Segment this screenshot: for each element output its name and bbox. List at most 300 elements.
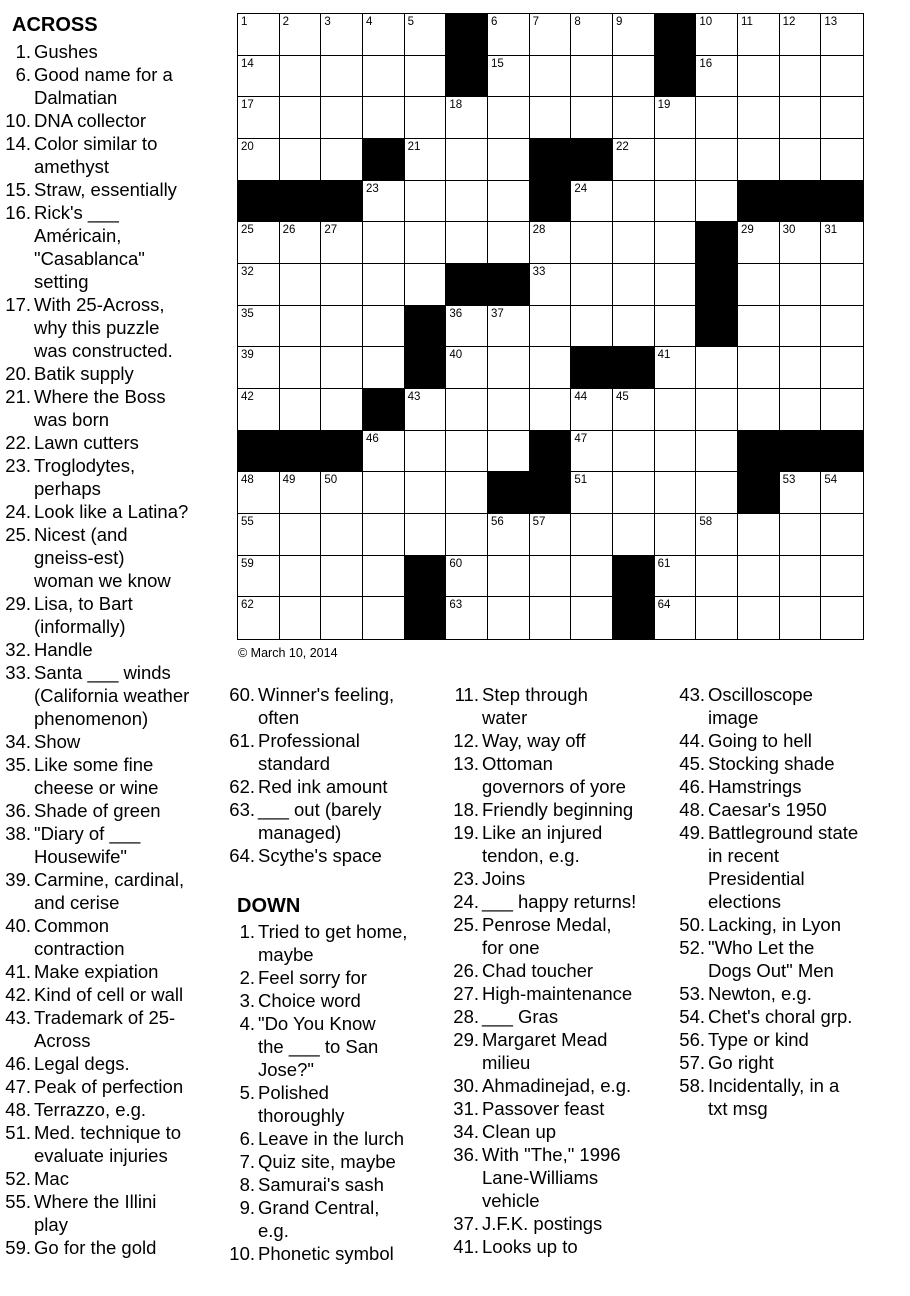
grid-cell[interactable] <box>821 222 863 264</box>
grid-cell[interactable] <box>655 222 697 264</box>
down-clue <box>674 775 910 798</box>
across-clue <box>0 132 232 178</box>
grid-cell[interactable] <box>738 222 780 264</box>
grid-cell[interactable] <box>696 431 738 473</box>
cell-number: 40 <box>449 349 463 362</box>
grid-cell[interactable] <box>696 347 738 389</box>
clue-text: contraction <box>34 938 125 959</box>
grid-cell[interactable] <box>738 97 780 139</box>
clue-number: 62. <box>229 776 255 797</box>
grid-cell[interactable] <box>321 56 363 98</box>
grid-cell[interactable] <box>280 222 322 264</box>
clue-number: 37. <box>453 1213 479 1234</box>
clue-text: Presidential <box>708 868 805 889</box>
grid-cell[interactable] <box>780 97 822 139</box>
down-clue <box>674 982 910 1005</box>
clue-number: 49. <box>679 822 705 843</box>
clue-text: image <box>708 707 759 728</box>
grid-cell[interactable] <box>488 347 530 389</box>
grid-cell[interactable] <box>738 514 780 556</box>
grid-cell[interactable] <box>613 472 655 514</box>
grid-cell[interactable] <box>280 264 322 306</box>
grid-cell[interactable] <box>280 97 322 139</box>
clue-text: Grand Central, <box>258 1197 380 1218</box>
grid-cell[interactable] <box>488 139 530 181</box>
clue-text: Like an injured <box>482 822 603 843</box>
grid-cell[interactable] <box>238 139 280 181</box>
grid-cell[interactable] <box>530 347 572 389</box>
across-clue <box>0 1121 232 1167</box>
grid-cell[interactable] <box>280 514 322 556</box>
grid-cell[interactable] <box>488 597 530 639</box>
grid-cell[interactable] <box>655 514 697 556</box>
down-clue <box>448 1120 683 1143</box>
grid-cell[interactable] <box>530 556 572 598</box>
grid-cell[interactable] <box>738 56 780 98</box>
grid-cell[interactable] <box>446 306 488 348</box>
across-clue <box>0 40 232 63</box>
clue-text: Samurai's sash <box>258 1174 384 1195</box>
clue-number: 6. <box>239 1128 255 1149</box>
grid-cell[interactable] <box>696 97 738 139</box>
clue-text: Shade of green <box>34 800 161 821</box>
across-clue <box>0 868 232 914</box>
clue-text: Troglodytes, <box>34 455 136 476</box>
cell-number: 19 <box>657 99 671 112</box>
clue-number: 31. <box>453 1098 479 1119</box>
clue-text: standard <box>258 753 330 774</box>
grid-cell[interactable] <box>696 14 738 56</box>
clue-text: tendon, e.g. <box>482 845 580 866</box>
grid-cell[interactable] <box>571 472 613 514</box>
grid-cell[interactable] <box>238 597 280 639</box>
clue-text: play <box>34 1214 68 1235</box>
grid-cell[interactable] <box>613 97 655 139</box>
grid-cell[interactable] <box>780 597 822 639</box>
grid-cell[interactable] <box>780 389 822 431</box>
grid-cell[interactable] <box>321 222 363 264</box>
grid-cell[interactable] <box>405 56 447 98</box>
grid-cell[interactable] <box>363 56 405 98</box>
grid-cell[interactable] <box>613 56 655 98</box>
grid-cell[interactable] <box>363 556 405 598</box>
clue-number: 41. <box>5 961 31 982</box>
grid-cell[interactable] <box>238 222 280 264</box>
grid-cell[interactable] <box>321 97 363 139</box>
clue-text: Trademark of 25- <box>34 1007 176 1028</box>
grid-cell[interactable] <box>696 597 738 639</box>
grid-cell-black <box>488 472 530 514</box>
down-clue <box>224 1081 454 1127</box>
grid-cell[interactable] <box>821 347 863 389</box>
cell-number: 54 <box>824 474 838 487</box>
grid-cell-black <box>613 597 655 639</box>
grid-cell[interactable] <box>530 56 572 98</box>
cell-number: 56 <box>491 516 504 528</box>
grid-cell[interactable] <box>488 97 530 139</box>
grid-cell[interactable] <box>363 347 405 389</box>
grid-cell[interactable] <box>821 472 863 514</box>
grid-cell[interactable] <box>780 306 822 348</box>
clue-number: 12. <box>453 730 479 751</box>
grid-cell[interactable] <box>696 56 738 98</box>
grid-cell[interactable] <box>280 472 322 514</box>
grid-cell-black <box>280 431 322 473</box>
grid-cell[interactable] <box>530 97 572 139</box>
grid-cell[interactable] <box>488 222 530 264</box>
clue-text: Red ink amount <box>258 776 388 797</box>
grid-cell[interactable] <box>405 181 447 223</box>
grid-cell[interactable] <box>446 222 488 264</box>
cell-number: 29 <box>741 224 754 237</box>
clue-text: Type or kind <box>708 1029 809 1050</box>
cell-number: 17 <box>241 99 254 112</box>
clue-text: Lisa, to Bart <box>34 593 133 614</box>
grid-cell[interactable] <box>488 389 530 431</box>
clue-number: 44. <box>679 730 705 751</box>
grid-cell[interactable] <box>571 431 613 473</box>
grid-cell[interactable] <box>363 514 405 556</box>
clue-number: 9. <box>239 1197 255 1218</box>
clue-number: 29. <box>453 1029 479 1050</box>
cell-number: 42 <box>241 391 254 403</box>
grid-cell[interactable] <box>363 264 405 306</box>
grid-cell[interactable] <box>363 222 405 264</box>
across-clue <box>0 1075 232 1098</box>
grid-cell[interactable] <box>738 14 780 56</box>
grid-cell[interactable] <box>738 389 780 431</box>
grid-cell[interactable] <box>280 139 322 181</box>
clue-text: managed) <box>258 822 342 843</box>
grid-cell[interactable] <box>571 514 613 556</box>
down-clue <box>448 1143 683 1212</box>
cell-number: 48 <box>241 474 254 487</box>
grid-cell[interactable] <box>363 97 405 139</box>
grid-cell[interactable] <box>238 264 280 306</box>
grid-cell[interactable] <box>613 264 655 306</box>
grid-cell[interactable] <box>530 222 572 264</box>
down-clue <box>674 1074 910 1120</box>
grid-cell[interactable] <box>238 472 280 514</box>
grid-cell[interactable] <box>780 347 822 389</box>
grid-cell[interactable] <box>613 181 655 223</box>
grid-cell[interactable] <box>613 431 655 473</box>
clue-number: 22. <box>5 432 31 453</box>
grid-cell[interactable] <box>613 306 655 348</box>
grid-cell[interactable] <box>488 514 530 556</box>
clue-text: Peak of perfection <box>34 1076 184 1097</box>
grid-cell[interactable] <box>446 139 488 181</box>
clue-text: Carmine, cardinal, <box>34 869 185 890</box>
clue-text: Go right <box>708 1052 774 1073</box>
grid-cell[interactable] <box>780 222 822 264</box>
clue-text: Med. technique to <box>34 1122 182 1143</box>
across-clue <box>0 201 232 293</box>
clue-text: Leave in the lurch <box>258 1128 405 1149</box>
cell-number: 20 <box>241 141 254 153</box>
clue-text: the ___ to San <box>258 1036 379 1057</box>
clue-text: Passover feast <box>482 1098 605 1119</box>
grid-cell-black <box>446 264 488 306</box>
grid-cell[interactable] <box>780 139 822 181</box>
grid-cell[interactable] <box>738 306 780 348</box>
grid-cell[interactable] <box>530 264 572 306</box>
clue-number: 25. <box>5 524 31 545</box>
grid-cell[interactable] <box>363 14 405 56</box>
grid-cell[interactable] <box>363 306 405 348</box>
grid-cell[interactable] <box>613 14 655 56</box>
clue-number: 33. <box>5 662 31 683</box>
clue-number: 10. <box>5 110 31 131</box>
cell-number: 33 <box>532 266 546 278</box>
grid-cell[interactable] <box>571 56 613 98</box>
clue-number: 8. <box>239 1174 255 1195</box>
grid-cell[interactable] <box>488 56 530 98</box>
grid-cell[interactable] <box>655 306 697 348</box>
across-clue <box>0 730 232 753</box>
grid-cell[interactable] <box>655 431 697 473</box>
grid-cell[interactable] <box>655 264 697 306</box>
grid-cell[interactable] <box>780 472 822 514</box>
grid-cell[interactable] <box>280 597 322 639</box>
grid-cell[interactable] <box>405 264 447 306</box>
grid-cell[interactable] <box>571 389 613 431</box>
grid-cell[interactable] <box>780 264 822 306</box>
grid-cell[interactable] <box>488 431 530 473</box>
grid-cell[interactable] <box>696 556 738 598</box>
grid-cell[interactable] <box>280 306 322 348</box>
clue-number: 63. <box>229 799 255 820</box>
grid-cell[interactable] <box>321 514 363 556</box>
grid-cell[interactable] <box>488 181 530 223</box>
grid-cell[interactable] <box>238 347 280 389</box>
grid-cell[interactable] <box>738 597 780 639</box>
grid-cell[interactable] <box>321 556 363 598</box>
grid-cell[interactable] <box>655 389 697 431</box>
grid-cell-black <box>738 472 780 514</box>
grid-cell[interactable] <box>738 347 780 389</box>
clue-text: Margaret Mead <box>482 1029 608 1050</box>
grid-cell[interactable] <box>238 306 280 348</box>
grid-cell[interactable] <box>780 514 822 556</box>
grid-cell[interactable] <box>655 181 697 223</box>
grid-cell-black <box>571 139 613 181</box>
cell-number: 61 <box>657 557 671 570</box>
grid-cell[interactable] <box>696 181 738 223</box>
grid-cell[interactable] <box>321 389 363 431</box>
grid-cell[interactable] <box>655 139 697 181</box>
grid-cell[interactable] <box>238 556 280 598</box>
clue-text: Look like a Latina? <box>34 501 189 522</box>
grid-cell[interactable] <box>238 514 280 556</box>
grid-cell[interactable] <box>571 264 613 306</box>
grid-cell[interactable] <box>530 514 572 556</box>
grid-cell[interactable] <box>571 14 613 56</box>
grid-cell[interactable] <box>446 431 488 473</box>
grid-cell[interactable] <box>530 14 572 56</box>
grid-cell[interactable] <box>821 264 863 306</box>
grid-cell[interactable] <box>821 597 863 639</box>
grid-cell[interactable] <box>363 431 405 473</box>
grid-cell[interactable] <box>738 264 780 306</box>
clue-number: 25. <box>453 914 479 935</box>
clue-number: 3. <box>239 990 255 1011</box>
clue-number: 48. <box>679 799 705 820</box>
across-clue <box>0 1006 232 1052</box>
grid-cell[interactable] <box>405 97 447 139</box>
cell-number: 15 <box>491 57 504 70</box>
grid-cell[interactable] <box>655 97 697 139</box>
grid-cell[interactable] <box>321 347 363 389</box>
grid-cell[interactable] <box>780 14 822 56</box>
clue-text: ___ Gras <box>482 1006 559 1027</box>
grid-cell[interactable] <box>363 181 405 223</box>
grid-cell-black <box>613 347 655 389</box>
grid-cell[interactable] <box>405 472 447 514</box>
down-clue <box>448 1028 683 1074</box>
grid-cell[interactable] <box>446 389 488 431</box>
copyright-notice: © March 10, 2014 <box>238 646 338 660</box>
grid-cell[interactable] <box>571 597 613 639</box>
grid-cell[interactable] <box>738 556 780 598</box>
clue-text: Across <box>34 1030 91 1051</box>
grid-cell-black <box>238 431 280 473</box>
grid-cell[interactable] <box>238 389 280 431</box>
grid-cell[interactable] <box>405 14 447 56</box>
cell-number: 49 <box>282 474 296 487</box>
grid-cell[interactable] <box>571 556 613 598</box>
cell-number: 31 <box>824 224 838 237</box>
grid-cell[interactable] <box>488 556 530 598</box>
grid-cell[interactable] <box>446 597 488 639</box>
grid-cell[interactable] <box>238 56 280 98</box>
grid-cell[interactable] <box>530 597 572 639</box>
grid-cell[interactable] <box>321 264 363 306</box>
grid-cell[interactable] <box>655 597 697 639</box>
grid-cell[interactable] <box>363 597 405 639</box>
grid-cell[interactable] <box>238 14 280 56</box>
grid-cell[interactable] <box>821 556 863 598</box>
cell-number: 21 <box>407 141 421 153</box>
grid-cell[interactable] <box>821 97 863 139</box>
grid-cell[interactable] <box>530 389 572 431</box>
clue-text: Oscilloscope <box>708 684 813 705</box>
grid-cell[interactable] <box>613 514 655 556</box>
cell-number: 63 <box>449 599 463 612</box>
grid-cell[interactable] <box>696 514 738 556</box>
grid-cell[interactable] <box>405 222 447 264</box>
clue-number: 5. <box>239 1082 255 1103</box>
grid-cell[interactable] <box>405 514 447 556</box>
grid-cell[interactable] <box>655 472 697 514</box>
across-clue-list-continued <box>224 683 454 867</box>
grid-cell[interactable] <box>280 14 322 56</box>
grid-cell[interactable] <box>613 389 655 431</box>
grid-cell[interactable] <box>530 306 572 348</box>
grid-cell[interactable] <box>280 389 322 431</box>
grid-cell[interactable] <box>321 597 363 639</box>
grid-cell[interactable] <box>280 556 322 598</box>
grid-cell[interactable] <box>363 472 405 514</box>
clue-text: Incidentally, in a <box>708 1075 840 1096</box>
across-clue <box>0 109 232 132</box>
grid-cell[interactable] <box>321 306 363 348</box>
grid-cell[interactable] <box>780 56 822 98</box>
grid-cell-black <box>280 181 322 223</box>
clue-text: J.F.K. postings <box>482 1213 603 1234</box>
grid-cell[interactable] <box>446 556 488 598</box>
grid-cell[interactable] <box>238 97 280 139</box>
clue-text: Handle <box>34 639 93 660</box>
grid-cell[interactable] <box>321 139 363 181</box>
grid-cell[interactable] <box>405 389 447 431</box>
cell-number: 46 <box>366 432 379 445</box>
across-clue <box>0 500 232 523</box>
grid-cell-black <box>696 264 738 306</box>
grid-cell[interactable] <box>738 139 780 181</box>
clue-number: 21. <box>5 386 31 407</box>
clue-number: 23. <box>453 868 479 889</box>
grid-cell[interactable] <box>446 181 488 223</box>
across-clue <box>224 844 454 867</box>
grid-cell[interactable] <box>613 139 655 181</box>
grid-cell[interactable] <box>280 347 322 389</box>
grid-cell[interactable] <box>405 431 447 473</box>
grid-cell[interactable] <box>696 139 738 181</box>
grid-cell[interactable] <box>821 306 863 348</box>
grid-cell[interactable] <box>696 472 738 514</box>
grid-cell[interactable] <box>446 514 488 556</box>
clue-text: perhaps <box>34 478 101 499</box>
clue-number: 58. <box>679 1075 705 1096</box>
grid-cell[interactable] <box>446 97 488 139</box>
grid-cell[interactable] <box>571 306 613 348</box>
grid-cell[interactable] <box>821 139 863 181</box>
grid-cell[interactable] <box>821 14 863 56</box>
clue-text: Mac <box>34 1168 69 1189</box>
clue-text: Hamstrings <box>708 776 802 797</box>
cell-number: 25 <box>241 224 254 237</box>
grid-cell[interactable] <box>405 139 447 181</box>
down-clue <box>448 982 683 1005</box>
grid-cell[interactable] <box>446 472 488 514</box>
clue-text: Feel sorry for <box>258 967 367 988</box>
grid-cell[interactable] <box>488 14 530 56</box>
grid-cell[interactable] <box>280 56 322 98</box>
grid-cell[interactable] <box>821 389 863 431</box>
grid-cell-black <box>696 306 738 348</box>
grid-cell[interactable] <box>821 514 863 556</box>
grid-cell[interactable] <box>321 14 363 56</box>
clue-number: 64. <box>229 845 255 866</box>
grid-cell[interactable] <box>655 347 697 389</box>
grid-cell[interactable] <box>571 181 613 223</box>
grid-cell[interactable] <box>321 472 363 514</box>
grid-cell[interactable] <box>696 389 738 431</box>
grid-cell[interactable] <box>488 306 530 348</box>
grid-cell-black <box>780 181 822 223</box>
grid-cell[interactable] <box>780 556 822 598</box>
grid-cell[interactable] <box>446 347 488 389</box>
grid-cell[interactable] <box>571 222 613 264</box>
grid-cell[interactable] <box>613 222 655 264</box>
down-clue <box>674 729 910 752</box>
grid-cell[interactable] <box>821 56 863 98</box>
across-clue <box>0 592 232 638</box>
grid-cell[interactable] <box>655 556 697 598</box>
grid-cell[interactable] <box>571 97 613 139</box>
down-clue <box>674 752 910 775</box>
